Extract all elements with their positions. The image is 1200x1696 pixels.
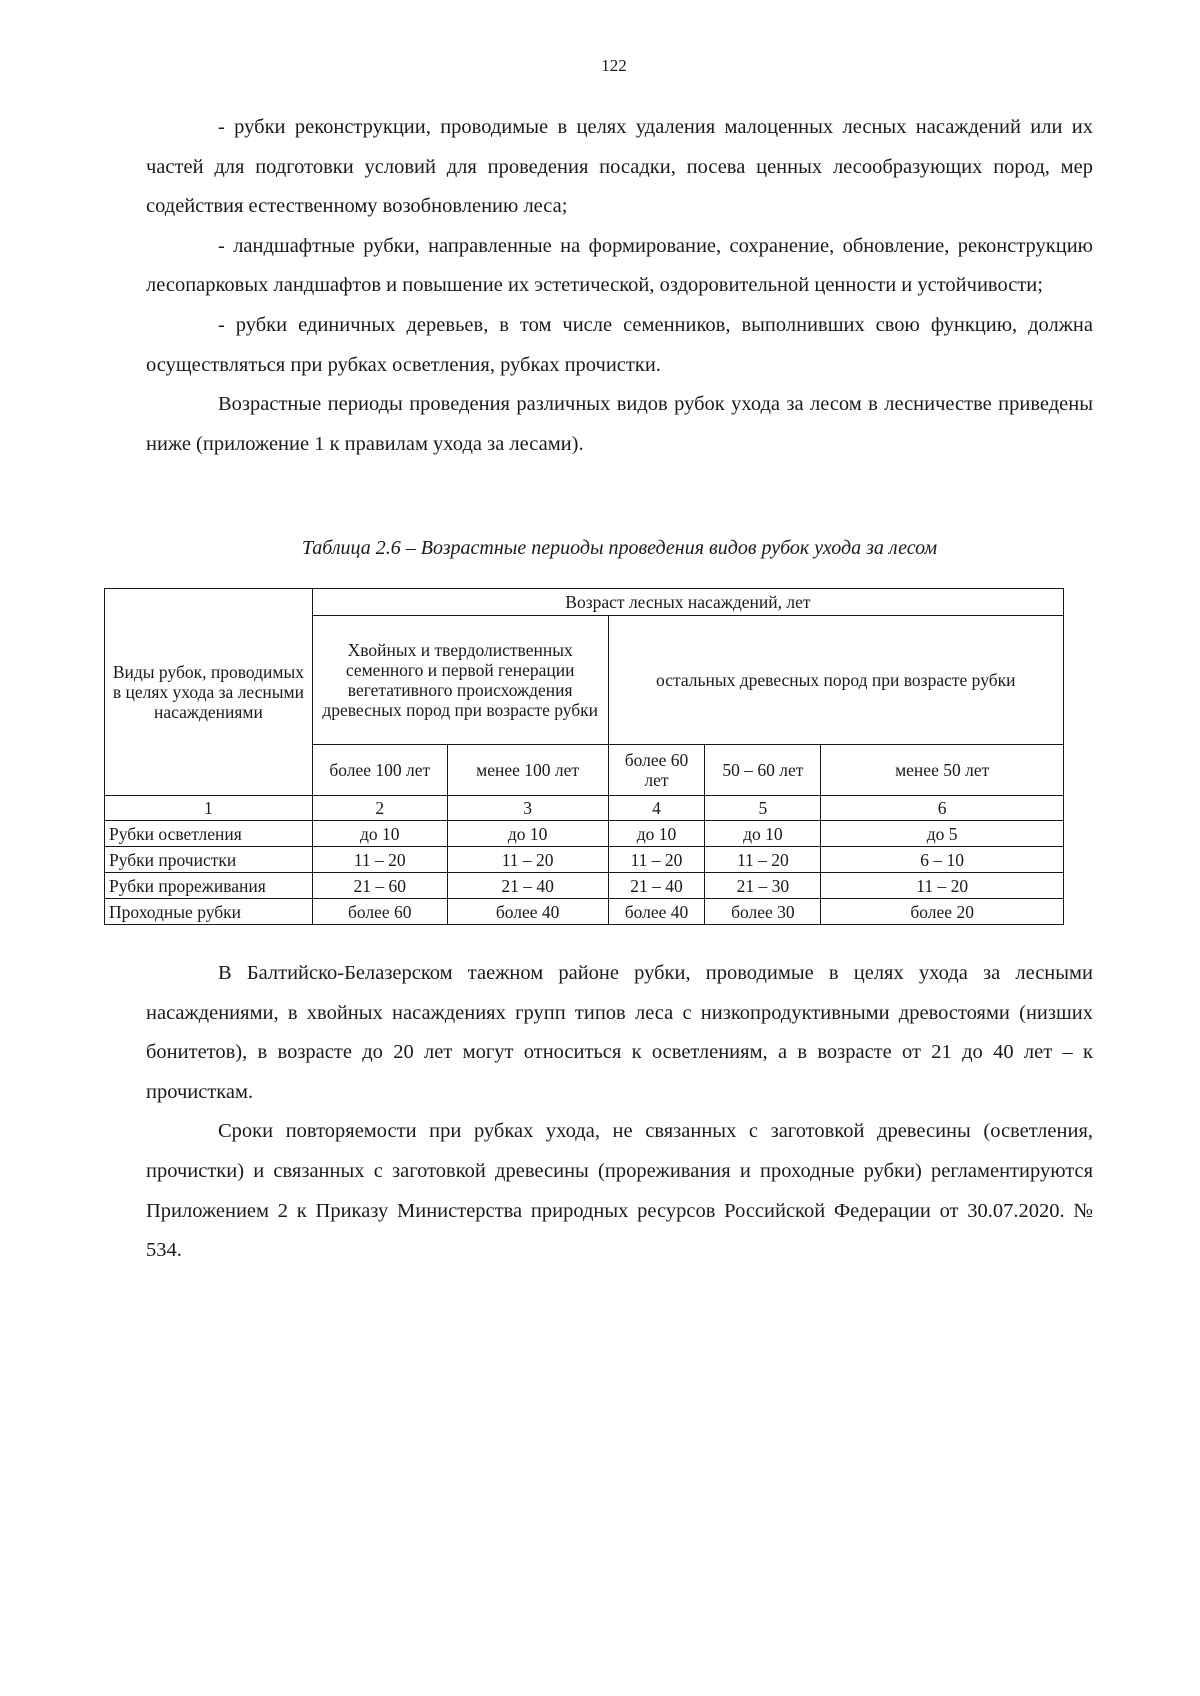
header-cell: более 100 лет — [312, 745, 447, 796]
table-cell: более 40 — [608, 899, 705, 925]
table-cell: до 5 — [821, 821, 1064, 847]
table-cell: до 10 — [608, 821, 705, 847]
column-number-row — [105, 796, 1064, 821]
table-cell: более 20 — [821, 899, 1064, 925]
paragraph: - ландшафтные рубки, направленные на формирование, сохранение, обновление, реконструкцию лесопарковых ландшафтов и повышение их эстетической, оздоровительной ценности и устойчивости; — [146, 234, 1093, 297]
table-row — [105, 899, 1064, 925]
text-block-top — [146, 108, 1093, 464]
table-cell: 21 – 40 — [447, 873, 608, 899]
paragraph: Сроки повторяемости при рубках ухода, не связанных с заготовкой древесины (осветления, прочистки) и связанных с заготовкой древесины (прореживания и проходные рубки) регламентируются Приложением 2 к Приказу Министерства природных ресурсов Российской Федерации от 30.07.2020. № 534. — [146, 1120, 1093, 1262]
table-caption: Таблица 2.6 – Возрастные периоды проведения видов рубок ухода за лесом — [301, 537, 938, 559]
header-cell: более 60 лет — [608, 745, 705, 796]
header-cell: менее 50 лет — [821, 745, 1064, 796]
header-cell-other-species: остальных древесных пород при возрасте рубки — [608, 616, 1063, 745]
table-header-row — [105, 589, 1064, 616]
paragraph: - рубки реконструкции, проводимые в целях удаления малоценных лесных насаждений или их частей для подготовки условий для проведения посадки, посева ценных лесообразующих пород, мер содействия естественному возобновлению леса; — [146, 116, 1093, 218]
paragraph: - рубки единичных деревьев, в том числе семенников, выполнивших свою функцию, должна осуществляться при рубках осветления, рубках прочистки. — [146, 313, 1093, 376]
text-block-bottom — [146, 954, 1093, 1271]
column-number-cell: 3 — [447, 796, 608, 821]
table-cell: до 10 — [312, 821, 447, 847]
table-cell: 21 – 60 — [312, 873, 447, 899]
table-cell: 11 – 20 — [608, 847, 705, 873]
header-cell-conifers: Хвойных и твердолиственных семенного и первой генерации вегетативного происхождения древесных пород при возрасте рубки — [312, 616, 608, 745]
cutting-periods-table — [104, 588, 1064, 925]
table-row — [105, 873, 1064, 899]
row-label-cell: Рубки осветления — [105, 821, 313, 847]
column-number-cell: 6 — [821, 796, 1064, 821]
page-number: 122 — [601, 56, 627, 75]
table-cell: 21 – 30 — [705, 873, 821, 899]
row-label-cell: Проходные рубки — [105, 899, 313, 925]
table-cell: 21 – 40 — [608, 873, 705, 899]
table-cell: более 40 — [447, 899, 608, 925]
table-cell: до 10 — [705, 821, 821, 847]
table-cell: более 60 — [312, 899, 447, 925]
table-cell: 11 – 20 — [705, 847, 821, 873]
table-cell: 11 – 20 — [312, 847, 447, 873]
table-cell: 6 – 10 — [821, 847, 1064, 873]
row-label-cell: Рубки прореживания — [105, 873, 313, 899]
column-number-cell: 2 — [312, 796, 447, 821]
column-number-cell: 1 — [105, 796, 313, 821]
paragraph: Возрастные периоды проведения различных видов рубок ухода за лесом в лесничестве приведены ниже (приложение 1 к правилам ухода за лесами). — [146, 393, 1093, 455]
table-cell: более 30 — [705, 899, 821, 925]
table-row — [105, 821, 1064, 847]
header-cell: 50 – 60 лет — [705, 745, 821, 796]
header-cell-cutting-types: Виды рубок, проводимых в целях ухода за лесными насаждениями — [105, 589, 313, 796]
header-cell-age-group: Возраст лесных насаждений, лет — [312, 589, 1063, 616]
column-number-cell: 5 — [705, 796, 821, 821]
header-cell: менее 100 лет — [447, 745, 608, 796]
table-cell: 11 – 20 — [447, 847, 608, 873]
row-label-cell: Рубки прочистки — [105, 847, 313, 873]
column-number-cell: 4 — [608, 796, 705, 821]
paragraph: В Балтийско-Белазерском таежном районе рубки, проводимые в целях ухода за лесными насаждениями, в хвойных насаждениях групп типов леса с низкопродуктивными древостоями (низших бонитетов), в возрасте до 20 лет могут относиться к осветлениям, а в возрасте от 21 до 40 лет – к прочисткам. — [146, 962, 1093, 1103]
table-cell: 11 – 20 — [821, 873, 1064, 899]
table-row — [105, 847, 1064, 873]
table-cell: до 10 — [447, 821, 608, 847]
